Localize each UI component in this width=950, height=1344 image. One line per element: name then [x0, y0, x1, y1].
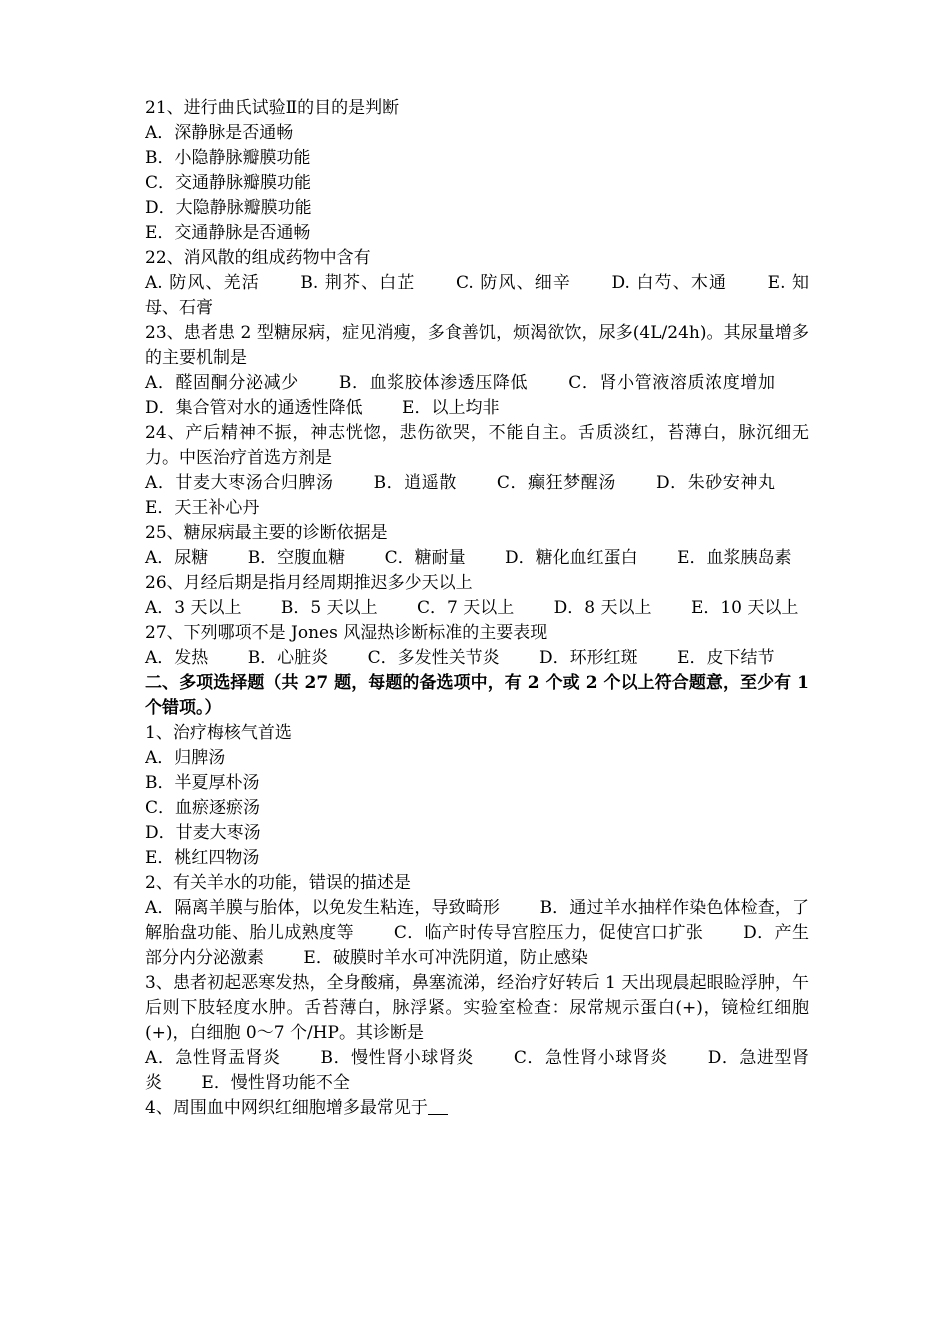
question-26-option-b: B．5 天以上 [280, 598, 378, 618]
question-25-options [145, 546, 809, 571]
question-24-option-e: E．天王补心丹 [145, 498, 260, 518]
multi-question-1-option-e: E．桃红四物汤 [145, 848, 260, 868]
question-22-option-e: E. 知母、石膏 [145, 273, 810, 318]
question-24-option-c: C．癫狂梦醒汤 [496, 473, 616, 493]
question-22-option-b: B. 荆芥、白芷 [300, 273, 416, 293]
question-26-option-a: A．3 天以上 [145, 598, 242, 618]
multi-question-1-option-c: C．血瘀逐瘀汤 [145, 798, 261, 818]
question-26-option-e: E．10 天以上 [690, 598, 799, 618]
question-24-options [145, 471, 809, 521]
question-25-option-b: B．空腹血糖 [247, 548, 346, 568]
question-27-option-e: E．皮下结节 [677, 648, 775, 668]
question-23-option-c: C．肾小管液溶质浓度增加 [568, 373, 776, 393]
multi-question-2-option-d: D．产生部分内分泌激素 [145, 923, 810, 968]
multi-question-2-stem: 2、有关羊水的功能，错误的描述是 [145, 873, 411, 893]
question-25-option-d: D．糖化血红蛋白 [505, 548, 638, 568]
multi-question-3-option-e: E．慢性肾功能不全 [201, 1073, 350, 1093]
multi-question-4-stem: 4、周围血中网织红细胞增多最常见于 [145, 1098, 428, 1118]
question-24-stem: 24、产后精神不振，神志恍惚，悲伤欲哭，不能自主。舌质淡红，苔薄白，脉沉细无力。中医治疗首选方剂是 [145, 423, 809, 468]
multi-question-3-stem: 3、患者初起恶寒发热，全身酸痛，鼻塞流涕，经治疗好转后 1 天出现晨起眼睑浮肿，午后则下肢轻度水肿。舌苔薄白，脉浮紧。实验室检查：尿常规示蛋白(+)，镜检红细胞(+)，白细胞 0～7 个/HP。其诊断是 [145, 973, 809, 1043]
question-21-option-a: A．深静脉是否通畅 [145, 123, 294, 143]
question-21-option-d: D．大隐静脉瓣膜功能 [145, 198, 312, 218]
question-21-option-b: B．小隐静脉瓣膜功能 [145, 148, 311, 168]
multi-question-2-option-b: B．通过羊水抽样作染色体检查，了解胎盘功能、胎儿成熟度等 [145, 898, 810, 943]
question-25-option-c: C．糖耐量 [384, 548, 466, 568]
answer-blank [428, 1096, 448, 1115]
multi-question-3-option-a: A．急性肾盂肾炎 [145, 1048, 281, 1068]
multi-question-4 [145, 1096, 809, 1121]
question-26-option-c: C．7 天以上 [417, 598, 515, 618]
multi-question-2-options [145, 896, 809, 971]
question-24-option-d: D．朱砂安神丸 [655, 473, 776, 493]
question-27-option-b: B．心脏炎 [247, 648, 329, 668]
question-25-option-e: E．血浆胰岛素 [677, 548, 792, 568]
question-22-option-c: C. 防风、细辛 [456, 273, 571, 293]
question-23-option-a: A．醛固酮分泌减少 [145, 373, 299, 393]
question-27-options [145, 646, 809, 671]
question-22-options [145, 271, 809, 321]
question-24-option-a: A．甘麦大枣汤合归脾汤 [145, 473, 334, 493]
question-22-option-a: A. 防风、羌活 [145, 273, 260, 293]
question-21-stem: 21、进行曲氏试验Ⅱ的目的是判断 [145, 98, 400, 118]
exam-page [145, 96, 809, 1121]
question-22-option-d: D. 白芍、木通 [611, 273, 728, 293]
question-27-option-c: C．多发性关节炎 [367, 648, 500, 668]
multi-question-2-option-c: C．临产时传导宫腔压力，促使宫口扩张 [393, 923, 704, 943]
question-23-option-d: D．集合管对水的通透性降低 [145, 398, 363, 418]
question-27-stem: 27、下列哪项不是 Jones 风湿热诊断标准的主要表现 [145, 623, 548, 643]
question-25-option-a: A．尿糖 [145, 548, 209, 568]
section-2-heading: 二、多项选择题（共 27 题，每题的备选项中，有 2 个或 2 个以上符合题意，至少有 1 个错项。） [145, 673, 809, 718]
question-25-stem: 25、糖尿病最主要的诊断依据是 [145, 523, 388, 543]
question-26-option-d: D．8 天以上 [553, 598, 652, 618]
question-26-options [145, 596, 809, 621]
multi-question-3-option-b: B．慢性肾小球肾炎 [320, 1048, 474, 1068]
multi-question-1-stem: 1、治疗梅核气首选 [145, 723, 292, 743]
multi-question-3-options [145, 1046, 809, 1096]
question-23-stem: 23、患者患 2 型糖尿病，症见消瘦，多食善饥，烦渴欲饮，尿多(4L/24h)。其尿量增多的主要机制是 [145, 323, 809, 368]
question-24-option-b: B．逍遥散 [373, 473, 457, 493]
question-22-stem: 22、消风散的组成药物中含有 [145, 248, 371, 268]
multi-question-1-option-b: B．半夏厚朴汤 [145, 773, 260, 793]
question-21-option-e: E．交通静脉是否通畅 [145, 223, 311, 243]
question-27-option-d: D．环形红斑 [539, 648, 638, 668]
multi-question-2-option-a: A．隔离羊膜与胎体，以免发生粘连，导致畸形 [145, 898, 501, 918]
question-23-options [145, 371, 809, 421]
question-23-option-b: B．血浆胶体渗透压降低 [338, 373, 529, 393]
question-27-option-a: A．发热 [145, 648, 209, 668]
question-23-option-e: E．以上均非 [402, 398, 500, 418]
multi-question-3-option-d: D．急进型肾炎 [145, 1048, 810, 1093]
question-21-option-c: C．交通静脉瓣膜功能 [145, 173, 312, 193]
multi-question-1-option-a: A．归脾汤 [145, 748, 226, 768]
question-26-stem: 26、月经后期是指月经周期推迟多少天以上 [145, 573, 473, 593]
multi-question-2-option-e: E．破膜时羊水可冲洗阴道，防止感染 [303, 948, 588, 968]
multi-question-3-option-c: C．急性肾小球肾炎 [513, 1048, 668, 1068]
multi-question-1-option-d: D．甘麦大枣汤 [145, 823, 261, 843]
